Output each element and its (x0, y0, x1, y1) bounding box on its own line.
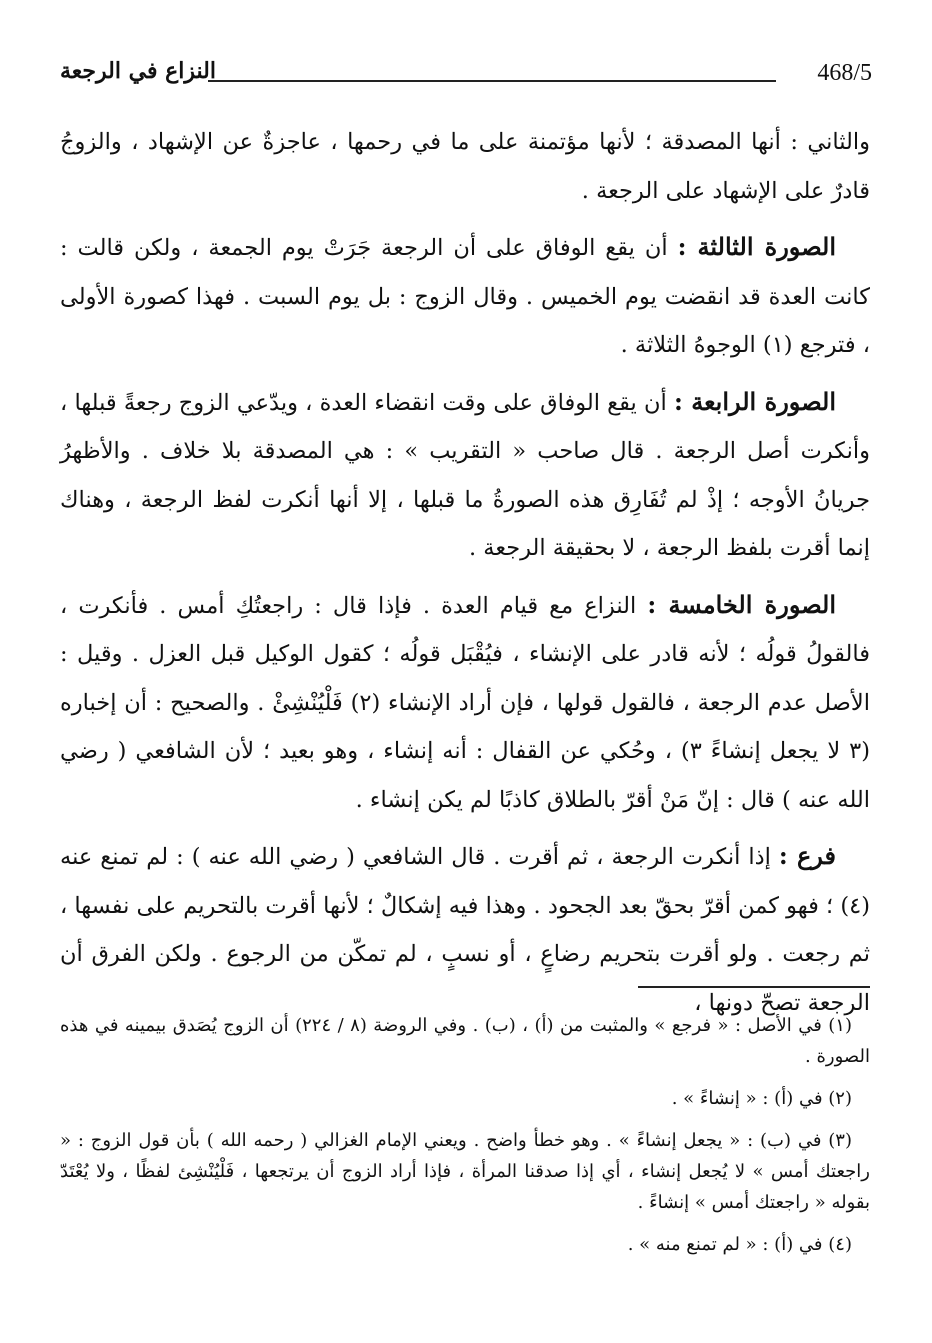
footnote: (٣) في (ب) : « يجعل إنشاءً » . وهو خطأ واضح . ويعني الإمام الغزالي ( رحمه الله ) بأن قول الزوج : « راجعتك أمس » لا يُجعل إنشاء ، أي إذا صدقنا المرأة ، فإذا أراد الزوج أن يرتجعها ، فَلْيُنْشِئ لفظًا ، ولا يُعْتَدّ بقوله « راجعتك أمس » إنشاءً . (60, 1130, 870, 1213)
paragraph-text: النزاع مع قيام العدة . فإذا قال : راجعتُكِ أمس . فأنكرت ، فالقولُ قولُه ؛ لأنه قادر على الإنشاء ، فيُقْبَل قولُه ؛ كقول الوكيل قبل العزل . وقيل : الأصل عدم الرجعة ، فالقول قولها ، فإن أراد الإنشاء (٢) فَلْيُنْشِئْ . والصحيح : أن إخباره (٣ لا يجعل إنشاءً ٣) ، وحُكي عن القفال : أنه إنشاء ، وهو بعيد ؛ لأن الشافعي ( رضي الله عنه ) قال : إنّ مَنْ أقرّ بالطلاق كاذبًا لم يكن إنشاء . (60, 592, 870, 813)
paragraph (60, 832, 870, 1027)
section-heading: الصورة الرابعة : (673, 386, 836, 416)
footnotes (60, 1010, 870, 1271)
paragraph-text: والثاني : أنها المصدقة ؛ لأنها مؤتمنة على ما في رحمها ، عاجزةٌ عن الإشهاد ، والزوجُ قادرٌ على الإشهاد على الرجعة . (60, 129, 870, 204)
paragraph (60, 581, 870, 825)
paragraph-text: أن يقع الوفاق على أن الرجعة جَرَتْ يوم الجمعة ، ولكن قالت : كانت العدة قد انقضت يوم الخميس . وقال الزوج : بل يوم السبت . فهذا كصورة الأولى ، فترجع (١) الوجوهُ الثلاثة . (60, 235, 870, 358)
footnote: (٢) في (أ) : « إنشاءً » . (671, 1088, 852, 1109)
section-heading: الصورة الخامسة : (647, 589, 837, 619)
main-text (60, 118, 870, 1035)
paragraph (60, 378, 870, 573)
running-header (60, 58, 872, 94)
paragraph (60, 118, 870, 215)
header-rule (208, 80, 776, 82)
section-heading: فرع : (778, 841, 837, 870)
paragraph (60, 223, 870, 370)
chapter-title: النزاع في الرجعة (60, 58, 216, 84)
footnote: (١) في الأصل : « فرجع » والمثبت من (أ) ، (ب) . وفي الروضة (٨ / ٢٢٤) أن الزوج يُصَدق بيمينه في هذه الصورة . (60, 1015, 870, 1067)
section-heading: الصورة الثالثة : (677, 232, 836, 261)
paragraph-text: إذا أنكرت الرجعة ، ثم أقرت . قال الشافعي ( رضي الله عنه ) : لم تمنع عنه (٤) ؛ فهو كمن أقرّ بحقّ بعد الجحود . وهذا فيه إشكالٌ ؛ لأنها أقرت بالتحريم على نفسها ، ثم رجعت . ولو أقرت بتحريم رضاعٍ ، أو نسبٍ ، لم تمكّن من الرجوع . ولكن الفرق أن الرجعة تصحّ دونها ، (60, 844, 870, 1016)
paragraph-text: أن يقع الوفاق على وقت انقضاء العدة ، ويدّعي الزوج رجعةً قبلها ، وأنكرت أصل الرجعة . قال صاحب « التقريب » : هي المصدقة بلا خلاف . والأظهرُ جريانُ الأوجه ؛ إذْ لم تُفَارِق هذه الصورةُ ما قبلها ، إلا أنها أنكرت لفظ الرجعة ، وهناك إنما أقرت بلفظ الرجعة ، لا بحقيقة الرجعة . (60, 389, 870, 561)
footnote-rule (638, 986, 870, 988)
page-number: 468/5 (817, 60, 872, 86)
footnote: (٤) في (أ) : « لم تمنع منه » . (627, 1234, 852, 1255)
